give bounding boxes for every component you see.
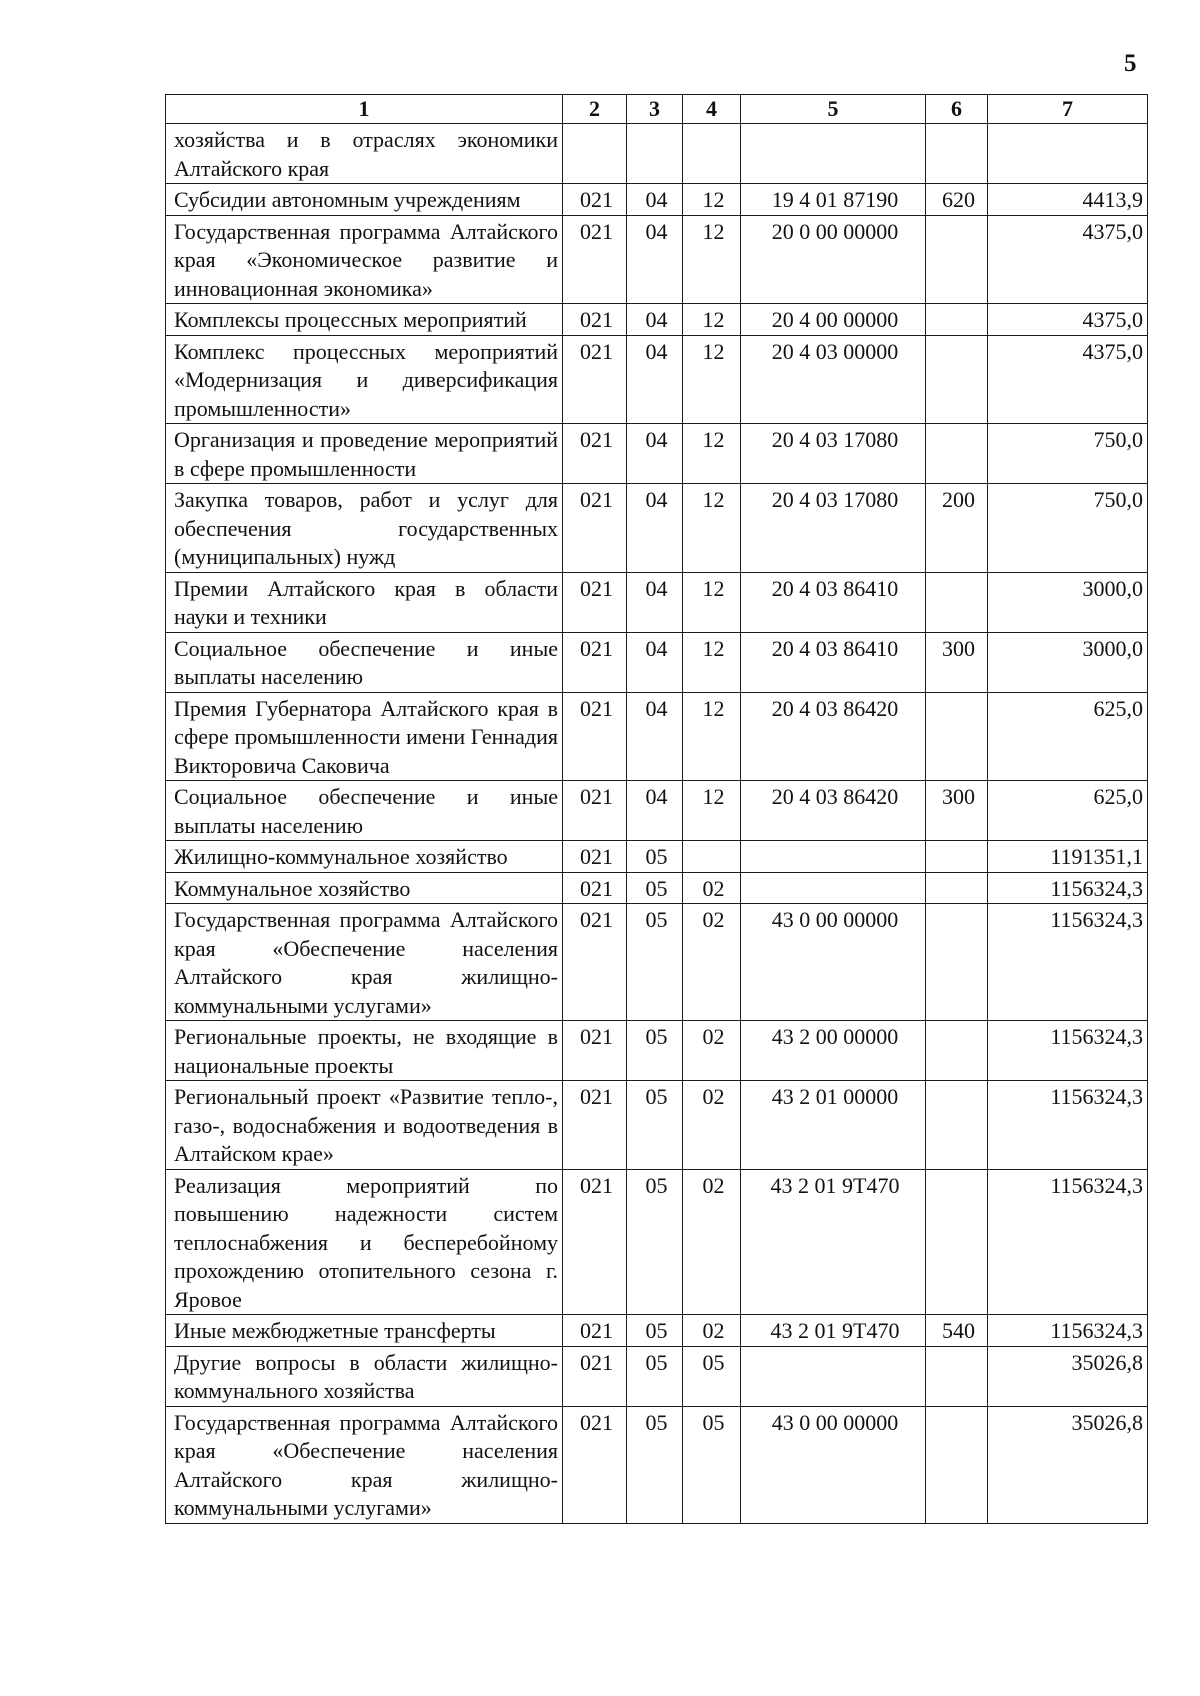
section-cell: 04 xyxy=(627,184,683,216)
table-row xyxy=(166,1081,1148,1170)
subsection-cell: 02 xyxy=(683,904,741,1021)
target-article-cell: 20 4 03 86410 xyxy=(741,572,926,632)
column-header: 1 xyxy=(166,95,563,124)
target-article-cell: 20 4 03 86420 xyxy=(741,692,926,781)
row-name-cell: Государственная программа Алтайского края «Обеспечение населения Алтайского края жилищно-коммунальными услугами» xyxy=(166,1406,563,1523)
subsection-cell: 12 xyxy=(683,215,741,304)
code-cell: 021 xyxy=(563,904,627,1021)
subsection-cell: 02 xyxy=(683,1021,741,1081)
amount-cell: 1156324,3 xyxy=(988,1169,1148,1315)
row-name-cell: Коммунальное хозяйство xyxy=(166,872,563,904)
column-header: 4 xyxy=(683,95,741,124)
amount-cell: 625,0 xyxy=(988,781,1148,841)
code-cell: 021 xyxy=(563,841,627,873)
target-article-cell: 43 2 01 00000 xyxy=(741,1081,926,1170)
expense-type-cell xyxy=(926,215,988,304)
code-cell: 021 xyxy=(563,1169,627,1315)
section-cell: 04 xyxy=(627,335,683,424)
code-cell: 021 xyxy=(563,632,627,692)
subsection-cell: 12 xyxy=(683,632,741,692)
section-cell: 05 xyxy=(627,1315,683,1347)
row-name-cell: Государственная программа Алтайского края «Обеспечение населения Алтайского края жилищно-коммунальными услугами» xyxy=(166,904,563,1021)
subsection-cell: 12 xyxy=(683,572,741,632)
amount-cell: 1156324,3 xyxy=(988,1021,1148,1081)
amount-cell: 35026,8 xyxy=(988,1346,1148,1406)
subsection-cell: 02 xyxy=(683,1081,741,1170)
table-row xyxy=(166,184,1148,216)
table-row xyxy=(166,304,1148,336)
page-number: 5 xyxy=(1124,50,1137,77)
code-cell: 021 xyxy=(563,304,627,336)
expense-type-cell xyxy=(926,335,988,424)
section-cell: 04 xyxy=(627,484,683,573)
subsection-cell: 12 xyxy=(683,304,741,336)
expense-type-cell xyxy=(926,1346,988,1406)
column-header: 6 xyxy=(926,95,988,124)
amount-cell xyxy=(988,124,1148,184)
row-name-cell: Премия Губернатора Алтайского края в сфере промышленности имени Геннадия Викторовича Саковича xyxy=(166,692,563,781)
section-cell: 05 xyxy=(627,1169,683,1315)
section-cell xyxy=(627,124,683,184)
expense-type-cell xyxy=(926,304,988,336)
table-row xyxy=(166,572,1148,632)
target-article-cell: 43 0 00 00000 xyxy=(741,904,926,1021)
section-cell: 04 xyxy=(627,424,683,484)
code-cell xyxy=(563,124,627,184)
expense-type-cell xyxy=(926,572,988,632)
section-cell: 04 xyxy=(627,781,683,841)
row-name-cell: Социальное обеспечение и иные выплаты населению xyxy=(166,781,563,841)
table-row xyxy=(166,904,1148,1021)
table-row xyxy=(166,124,1148,184)
code-cell: 021 xyxy=(563,1081,627,1170)
expense-type-cell xyxy=(926,1021,988,1081)
target-article-cell: 20 4 03 86410 xyxy=(741,632,926,692)
target-article-cell: 43 2 01 9Т470 xyxy=(741,1315,926,1347)
amount-cell: 3000,0 xyxy=(988,632,1148,692)
code-cell: 021 xyxy=(563,781,627,841)
table-row xyxy=(166,692,1148,781)
subsection-cell: 12 xyxy=(683,781,741,841)
expense-type-cell: 620 xyxy=(926,184,988,216)
amount-cell: 4375,0 xyxy=(988,335,1148,424)
subsection-cell: 05 xyxy=(683,1406,741,1523)
subsection-cell: 12 xyxy=(683,424,741,484)
amount-cell: 750,0 xyxy=(988,424,1148,484)
column-header: 5 xyxy=(741,95,926,124)
code-cell: 021 xyxy=(563,572,627,632)
table-row xyxy=(166,781,1148,841)
row-name-cell: Комплекс процессных мероприятий «Модернизация и диверсификация промышленности» xyxy=(166,335,563,424)
subsection-cell: 02 xyxy=(683,1169,741,1315)
table-row xyxy=(166,335,1148,424)
target-article-cell: 20 4 00 00000 xyxy=(741,304,926,336)
code-cell: 021 xyxy=(563,1021,627,1081)
target-article-cell: 20 0 00 00000 xyxy=(741,215,926,304)
row-name-cell: Премии Алтайского края в области науки и техники xyxy=(166,572,563,632)
table-row xyxy=(166,1315,1148,1347)
amount-cell: 1156324,3 xyxy=(988,1081,1148,1170)
row-name-cell: Закупка товаров, работ и услуг для обеспечения государственных (муниципальных) нужд xyxy=(166,484,563,573)
row-name-cell: Региональный проект «Развитие тепло-, газо-, водоснабжения и водоотведения в Алтайском крае» xyxy=(166,1081,563,1170)
amount-cell: 4375,0 xyxy=(988,215,1148,304)
section-cell: 05 xyxy=(627,872,683,904)
expense-type-cell xyxy=(926,841,988,873)
amount-cell: 1156324,3 xyxy=(988,1315,1148,1347)
expense-type-cell xyxy=(926,1081,988,1170)
expense-type-cell xyxy=(926,692,988,781)
amount-cell: 3000,0 xyxy=(988,572,1148,632)
expense-type-cell: 300 xyxy=(926,632,988,692)
target-article-cell: 20 4 03 00000 xyxy=(741,335,926,424)
row-name-cell: Другие вопросы в области жилищно-коммунального хозяйства xyxy=(166,1346,563,1406)
row-name-cell: Субсидии автономным учреждениям xyxy=(166,184,563,216)
section-cell: 05 xyxy=(627,904,683,1021)
code-cell: 021 xyxy=(563,215,627,304)
section-cell: 04 xyxy=(627,572,683,632)
row-name-cell: Социальное обеспечение и иные выплаты населению xyxy=(166,632,563,692)
row-name-cell: Организация и проведение мероприятий в сфере промышленности xyxy=(166,424,563,484)
header-row xyxy=(166,95,1148,124)
section-cell: 05 xyxy=(627,841,683,873)
target-article-cell: 43 2 01 9Т470 xyxy=(741,1169,926,1315)
target-article-cell: 43 2 00 00000 xyxy=(741,1021,926,1081)
target-article-cell xyxy=(741,841,926,873)
code-cell: 021 xyxy=(563,1315,627,1347)
amount-cell: 1156324,3 xyxy=(988,904,1148,1021)
expense-type-cell xyxy=(926,424,988,484)
target-article-cell xyxy=(741,1346,926,1406)
subsection-cell: 12 xyxy=(683,484,741,573)
row-name-cell: Иные межбюджетные трансферты xyxy=(166,1315,563,1347)
expense-type-cell: 200 xyxy=(926,484,988,573)
code-cell: 021 xyxy=(563,872,627,904)
code-cell: 021 xyxy=(563,1406,627,1523)
amount-cell: 1156324,3 xyxy=(988,872,1148,904)
column-header: 7 xyxy=(988,95,1148,124)
target-article-cell: 20 4 03 86420 xyxy=(741,781,926,841)
column-header: 2 xyxy=(563,95,627,124)
subsection-cell: 12 xyxy=(683,692,741,781)
code-cell: 021 xyxy=(563,184,627,216)
table-row xyxy=(166,841,1148,873)
row-name-cell: Государственная программа Алтайского края «Экономическое развитие и инновационная экономика» xyxy=(166,215,563,304)
target-article-cell: 20 4 03 17080 xyxy=(741,484,926,573)
target-article-cell xyxy=(741,124,926,184)
code-cell: 021 xyxy=(563,335,627,424)
expense-type-cell xyxy=(926,1169,988,1315)
subsection-cell: 05 xyxy=(683,1346,741,1406)
amount-cell: 35026,8 xyxy=(988,1406,1148,1523)
expense-type-cell: 540 xyxy=(926,1315,988,1347)
target-article-cell xyxy=(741,872,926,904)
column-header: 3 xyxy=(627,95,683,124)
code-cell: 021 xyxy=(563,1346,627,1406)
table-row xyxy=(166,632,1148,692)
section-cell: 05 xyxy=(627,1346,683,1406)
section-cell: 04 xyxy=(627,692,683,781)
row-name-cell: хозяйства и в отраслях экономики Алтайского края xyxy=(166,124,563,184)
amount-cell: 625,0 xyxy=(988,692,1148,781)
code-cell: 021 xyxy=(563,424,627,484)
expense-type-cell: 300 xyxy=(926,781,988,841)
subsection-cell: 02 xyxy=(683,872,741,904)
row-name-cell: Жилищно-коммунальное хозяйство xyxy=(166,841,563,873)
amount-cell: 1191351,1 xyxy=(988,841,1148,873)
table-row xyxy=(166,1346,1148,1406)
section-cell: 05 xyxy=(627,1081,683,1170)
table-body xyxy=(166,124,1148,1524)
target-article-cell: 20 4 03 17080 xyxy=(741,424,926,484)
section-cell: 05 xyxy=(627,1406,683,1523)
expense-type-cell xyxy=(926,872,988,904)
budget-table xyxy=(165,94,1148,1524)
table-row xyxy=(166,424,1148,484)
subsection-cell: 12 xyxy=(683,184,741,216)
row-name-cell: Комплексы процессных мероприятий xyxy=(166,304,563,336)
code-cell: 021 xyxy=(563,484,627,573)
target-article-cell: 19 4 01 87190 xyxy=(741,184,926,216)
amount-cell: 4375,0 xyxy=(988,304,1148,336)
section-cell: 04 xyxy=(627,632,683,692)
section-cell: 04 xyxy=(627,304,683,336)
row-name-cell: Региональные проекты, не входящие в национальные проекты xyxy=(166,1021,563,1081)
table-row xyxy=(166,1021,1148,1081)
subsection-cell xyxy=(683,841,741,873)
table-row xyxy=(166,484,1148,573)
section-cell: 04 xyxy=(627,215,683,304)
expense-type-cell xyxy=(926,904,988,1021)
amount-cell: 4413,9 xyxy=(988,184,1148,216)
expense-type-cell xyxy=(926,1406,988,1523)
target-article-cell: 43 0 00 00000 xyxy=(741,1406,926,1523)
section-cell: 05 xyxy=(627,1021,683,1081)
subsection-cell xyxy=(683,124,741,184)
table-row xyxy=(166,215,1148,304)
table-row xyxy=(166,872,1148,904)
row-name-cell: Реализация мероприятий по повышению надежности систем теплоснабжения и бесперебойному прохождению отопительного сезона г. Яровое xyxy=(166,1169,563,1315)
code-cell: 021 xyxy=(563,692,627,781)
amount-cell: 750,0 xyxy=(988,484,1148,573)
table-row xyxy=(166,1406,1148,1523)
subsection-cell: 02 xyxy=(683,1315,741,1347)
subsection-cell: 12 xyxy=(683,335,741,424)
expense-type-cell xyxy=(926,124,988,184)
table-row xyxy=(166,1169,1148,1315)
